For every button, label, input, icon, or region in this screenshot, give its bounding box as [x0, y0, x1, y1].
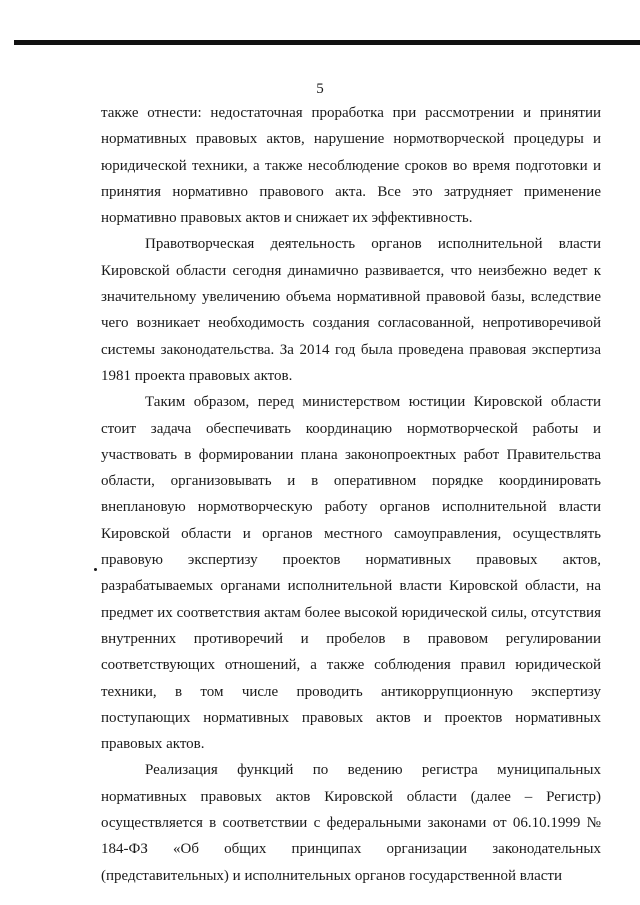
paragraph-ministry-tasks: Таким образом, перед министерством юстиции Кировской области стоит задача обеспечивать координацию нормотворческой работы и участвовать в формировании плана законопроектных работ Правительства области, организовывать и в оперативном порядке координировать внеплановую нормотворческую работу органов исполнительной власти Кировской области и органов местного самоуправления, осуществлять правовую экспертизу проектов нормативных правовых актов, разрабатываемых органами исполнительной власти Кировской области, на предмет их соответствия актам более высокой юридической силы, отсутствия внутренних противоречий и пробелов в правовом регулировании соответствующих отношений, а также соблюдения правил юридической техники, в том числе проводить антикоррупционную экспертизу поступающих нормативных правовых актов и проектов нормативных правовых актов. [101, 394, 601, 753]
paragraph-continuation: также отнести: недостаточная проработка при рассмотрении и принятии нормативных правовых актов, нарушение нормотворческой процедуры и юридической техники, а также несоблюдение сроков во время подготовки и принятия нормативно правового акта. Все это затрудняет применение нормативно правовых актов и снижает их эффективность. [101, 105, 601, 227]
paragraph-register-functions: Реализация функций по ведению регистра муниципальных нормативных правовых актов Кировской области (далее – Регистр) осуществляется в соответствии с федеральными законами от 06.10.1999 № 184-ФЗ «Об общих принципах организации законодательных (представительных) и исполнительных органов государственной власти [101, 762, 601, 884]
body-text [101, 100, 601, 889]
page-number: 5 [316, 81, 324, 97]
paragraph-lawmaking-activity: Правотворческая деятельность органов исполнительной власти Кировской области сегодня динамично развивается, что неизбежно ведет к значительному увеличению объема нормативной правовой базы, вследствие чего возникает необходимость создания согласованной, непротиворечивой системы законодательства. За 2014 год была проведена правовая экспертиза 1981 проекта правовых актов. [101, 236, 601, 384]
scan-artifact-dot [94, 568, 97, 571]
top-rule [14, 40, 640, 45]
